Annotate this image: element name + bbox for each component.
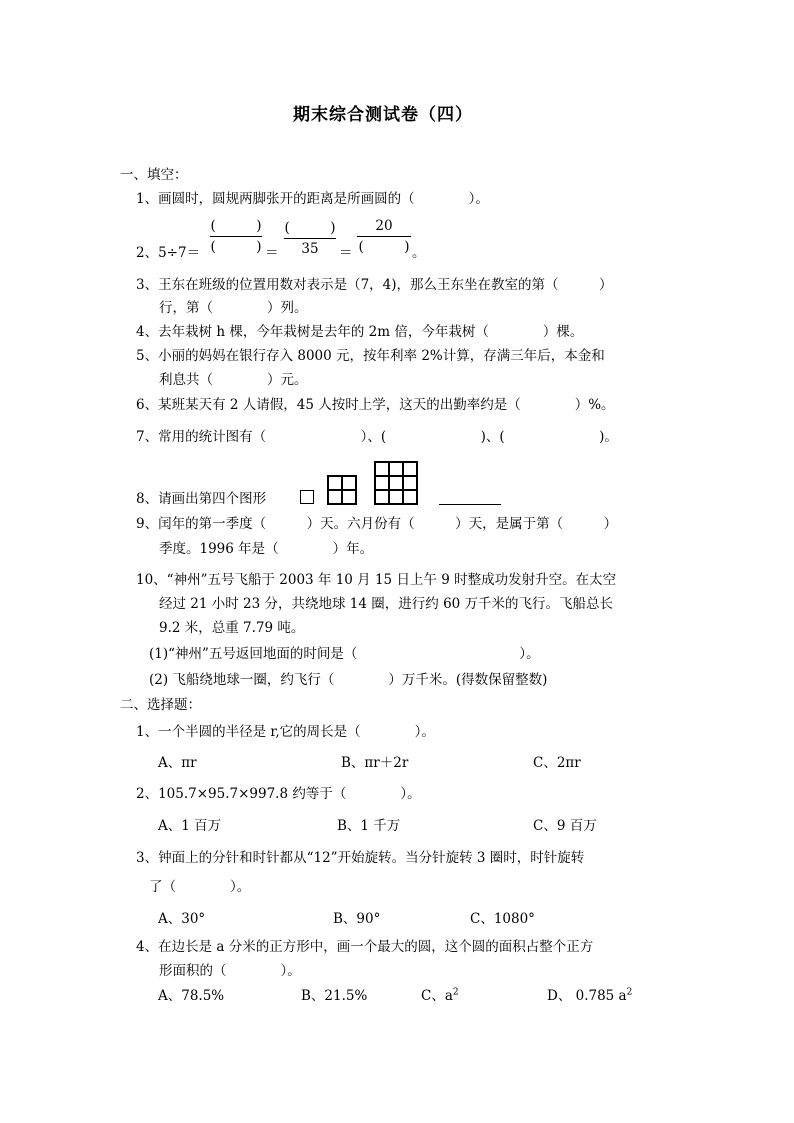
page-title: 期末综合测试卷（四） [293,105,473,125]
figure-3-cell [375,462,389,476]
figure-2-cell [328,476,342,490]
q2-1-option-a: A、πr [158,755,197,771]
fraction-1-bar [210,236,262,237]
figure-3-cell [389,462,403,476]
fraction-3-bar [357,236,411,237]
q2-3-line1: 3、钟面上的分针和时针都从“12”开始旋转。当分针旋转 3 圈时，时针旋转 [136,850,585,866]
q1-10-sub1: (1)“神州”五号返回地面的时间是（ ）。 [149,646,540,662]
q2-2-option-b: B、1 千万 [337,818,401,834]
q2-4-option-d-exponent: 2 [626,987,633,998]
q2-4-option-a: A、78.5% [158,988,225,1004]
q1-2-equals-2: ＝ [339,245,353,261]
fraction-3 [357,218,411,255]
fraction-1 [210,218,262,255]
q2-4-option-d [547,987,632,1005]
fraction-2-numerator: ( ) [284,220,336,236]
figure-3-cell [403,476,417,490]
q1-7-text: 7、常用的统计图有（ ）、( )、( )。 [136,429,618,445]
figure-3-cell [375,476,389,490]
q2-4-option-b: B、21.5% [301,988,368,1004]
q1-3-line1: 3、王东在班级的位置用数对表示是（7，4)，那么王东坐在教室的第（ ） [136,277,613,293]
q1-2-equals-1: ＝ [265,245,279,261]
q1-2-prefix: 2、5÷7＝ [136,245,201,261]
figure-1-square [300,490,314,504]
figure-3-cell [389,490,403,504]
figure-2-cell [342,476,356,490]
q2-3-option-a: A、30° [158,911,206,927]
q2-3-line2: 了（ ）。 [149,879,251,895]
figure-2-cell [328,490,342,504]
q2-4-line2: 形面积的（ ）。 [159,963,301,979]
fraction-2 [284,220,336,257]
q1-1-text: 1、画圆时，圆规两脚张开的距离是所画圆的（ ）。 [136,191,489,207]
q1-3-line2: 行，第（ ）列。 [159,300,308,316]
q2-4-line1: 4、在边长是 a 分米的正方形中，画一个最大的圆，这个圆的面积占整个正方 [136,939,594,955]
fraction-3-denominator: ( ) [358,239,410,255]
q1-9-line2: 季度。1996 年是（ ）年。 [159,541,374,557]
figure-2-cell [342,490,356,504]
figure-3-cell [389,476,403,490]
q2-2-option-a: A、1 百万 [158,818,222,834]
q1-10-line3: 9.2 米，总重 7.79 吨。 [159,620,305,636]
q2-2-option-c: C、9 百万 [533,818,597,834]
q1-8-text: 8、请画出第四个图形 [136,491,267,507]
fraction-1-denominator: ( ) [210,239,262,255]
q1-9-line1: 9、闰年的第一季度（ ）天。六月份有（ ）天，是属于第（ ） [136,516,618,532]
figure-2-grid [327,475,357,505]
q2-2-text: 2、105.7×95.7×997.8 约等于（ ）。 [136,786,421,802]
q2-1-option-c: C、2πr [533,755,581,771]
q2-1-text: 1、一个半圆的半径是 r,它的周长是（ ）。 [136,724,435,740]
q2-4-option-c [421,987,459,1005]
figure-3-cell [403,462,417,476]
section2-heading: 二、选择题： [120,697,201,713]
q1-10-line1: 10、“神州”五号飞船于 2003 年 10 月 15 日上午 9 时整成功发射升空。在太空 [136,572,617,588]
q2-3-option-b: B、90° [333,911,381,927]
figure-3-cell [375,490,389,504]
q2-4-option-c-text: C、a [421,988,453,1004]
q2-4-option-d-text: D、 0.785 a [547,988,627,1004]
q2-3-option-c: C、1080° [470,911,535,927]
q1-10-sub2: (2) 飞船绕地球一圈，约飞行（ ）万千米。(得数保留整数) [149,672,548,688]
figure-4-answer-line [439,504,501,505]
q2-4-option-c-exponent: 2 [452,987,459,998]
fraction-2-denominator: 35 [301,241,319,257]
fraction-2-bar [284,238,336,239]
q1-2-end: 。 [412,245,426,261]
q2-1-option-b: B、πr＋2r [341,755,409,771]
q1-5-line1: 5、小丽的妈妈在银行存入 8000 元，按年利率 2%计算，存满三年后，本金和 [136,348,605,364]
section1-heading: 一、填空： [120,167,188,183]
q1-10-line2: 经过 21 小时 23 分，共绕地球 14 圈，进行约 60 万千米的飞行。飞船总长 [159,596,614,612]
fraction-1-numerator: ( ) [210,218,262,234]
fraction-3-numerator: 20 [375,218,393,234]
figure-3-cell [403,490,417,504]
figure-3-grid [374,461,418,505]
q1-4-text: 4、去年栽树 h 棵，今年栽树是去年的 2m 倍，今年栽树（ ）棵。 [136,324,584,340]
q1-5-line2: 利息共（ ）元。 [159,372,308,388]
q1-6-text: 6、某班某天有 2 人请假，45 人按时上学，这天的出勤率约是（ ）%。 [136,397,615,413]
